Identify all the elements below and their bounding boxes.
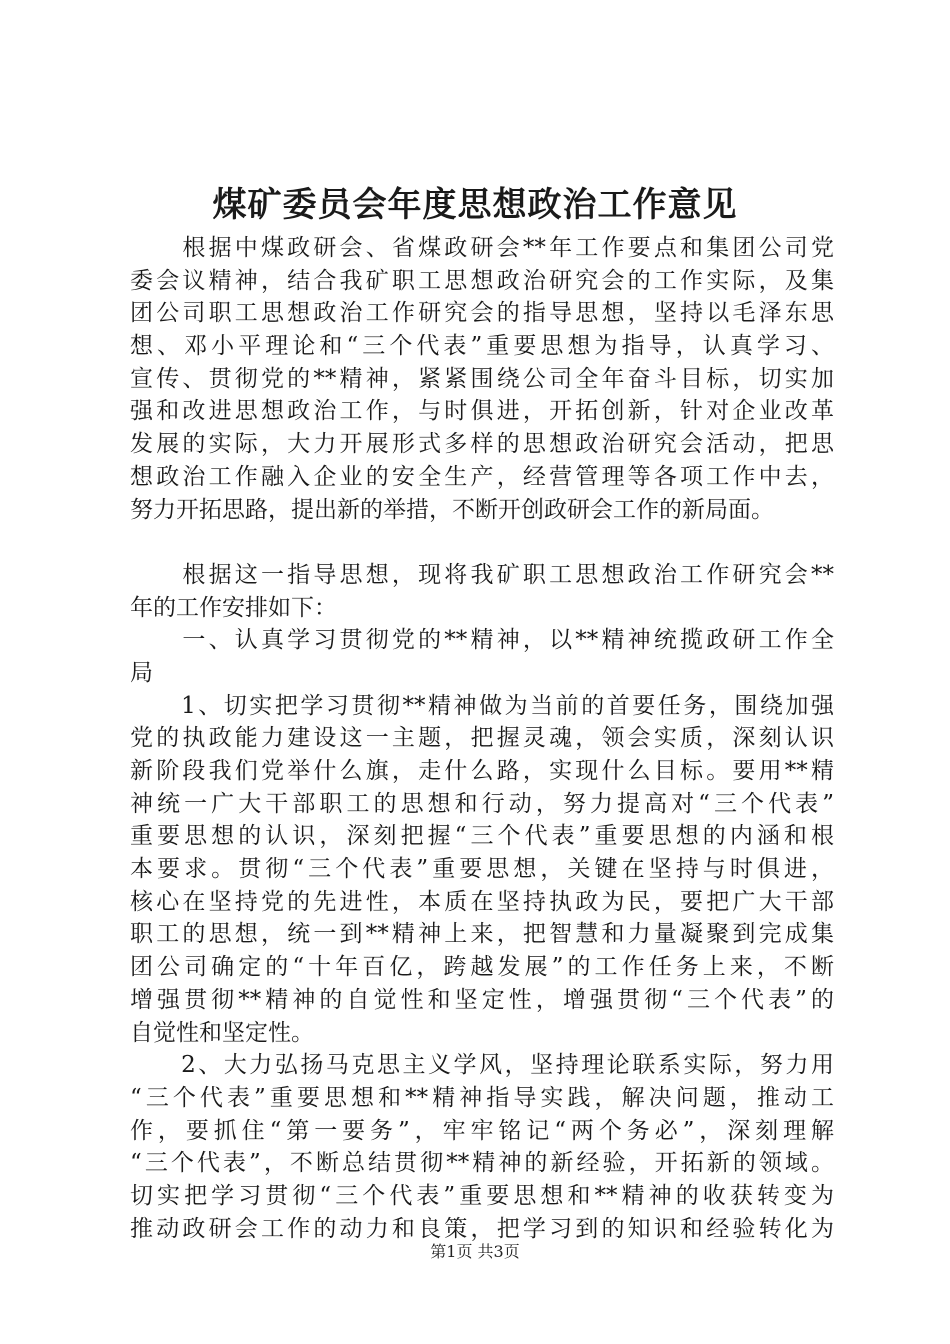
body-text-line: 一、认真学习贯彻党的**精神，以**精神统揽政研工作全 [130, 627, 834, 654]
body-text-line: 发展的实际，大力开展形式多样的思想政治研究会活动，把思 [130, 431, 834, 458]
document-title: 煤矿委员会年度思想政治工作意见 [212, 185, 738, 225]
body-text-line: 新阶段我们党举什么旗，走什么路，实现什么目标。要用**精 [130, 758, 834, 784]
body-text-line: 团公司职工思想政治工作研究会的指导思想，坚持以毛泽东思 [130, 300, 834, 327]
body-text-line: “三个代表”重要思想和**精神指导实践，解决问题，推动工 [130, 1084, 834, 1111]
body-text-line: 团公司确定的“十年百亿，跨越发展”的工作任务上来，不断 [130, 954, 834, 981]
body-text-line: 强和改进思想政治工作，与时俱进，开拓创新，针对企业改革 [130, 398, 834, 425]
page-footer: 第1页 共3页 [430, 1242, 520, 1261]
body-text-line: 切实把学习贯彻“三个代表”重要思想和**精神的收获转变为 [130, 1182, 834, 1209]
body-text-line: 本要求。贯彻“三个代表”重要思想，关键在坚持与时俱进， [130, 856, 834, 883]
body-text-line: 努力开拓思路，提出新的举措，不断开创政研会工作的新局面。 [130, 496, 774, 523]
body-text-line: 党的执政能力建设这一主题，把握灵魂，领会实质，深刻认识 [130, 725, 834, 752]
body-text-line: 推动政研会工作的动力和良策，把学习到的知识和经验转化为 [130, 1215, 834, 1242]
document-body [130, 232, 834, 1245]
body-text-line: 自觉性和坚定性。 [130, 1019, 314, 1046]
body-text-line: 增强贯彻**精神的自觉性和坚定性，增强贯彻“三个代表”的 [130, 986, 834, 1013]
body-text-line: 1、切实把学习贯彻**精神做为当前的首要任务，围绕加强 [130, 692, 834, 719]
body-text-line: 2、大力弘扬马克思主义学风，坚持理论联系实际，努力用 [130, 1052, 834, 1079]
body-text-line: 神统一广大干部职工的思想和行动，努力提高对“三个代表” [130, 790, 834, 817]
body-text-line: 核心在坚持党的先进性，本质在坚持执政为民，要把广大干部 [130, 888, 834, 915]
body-text-line: 年的工作安排如下： [130, 594, 337, 621]
body-text-line: 局 [130, 659, 153, 686]
body-text-line: 根据这一指导思想，现将我矿职工思想政治工作研究会** [130, 561, 834, 588]
body-text-line: 根据中煤政研会、省煤政研会**年工作要点和集团公司党 [130, 235, 834, 261]
body-text-line: 想政治工作融入企业的安全生产，经营管理等各项工作中去， [130, 463, 834, 490]
body-text-line: 委会议精神，结合我矿职工思想政治研究会的工作实际，及集 [130, 267, 834, 294]
body-text-line: 职工的思想，统一到**精神上来，把智慧和力量凝聚到完成集 [130, 921, 834, 948]
body-text-line: 想、邓小平理论和“三个代表”重要思想为指导，认真学习、 [130, 333, 834, 360]
body-text-line: “三个代表”，不断总结贯彻**精神的新经验，开拓新的领域。 [130, 1150, 834, 1177]
body-text-line [130, 526, 834, 559]
body-text-line: 重要思想的认识，深刻把握“三个代表”重要思想的内涵和根 [130, 823, 834, 850]
body-text-line: 作，要抓住“第一要务”，牢牢铭记“两个务必”，深刻理解 [130, 1117, 834, 1144]
body-text-line: 宣传、贯彻党的**精神，紧紧围绕公司全年奋斗目标，切实加 [130, 365, 834, 392]
